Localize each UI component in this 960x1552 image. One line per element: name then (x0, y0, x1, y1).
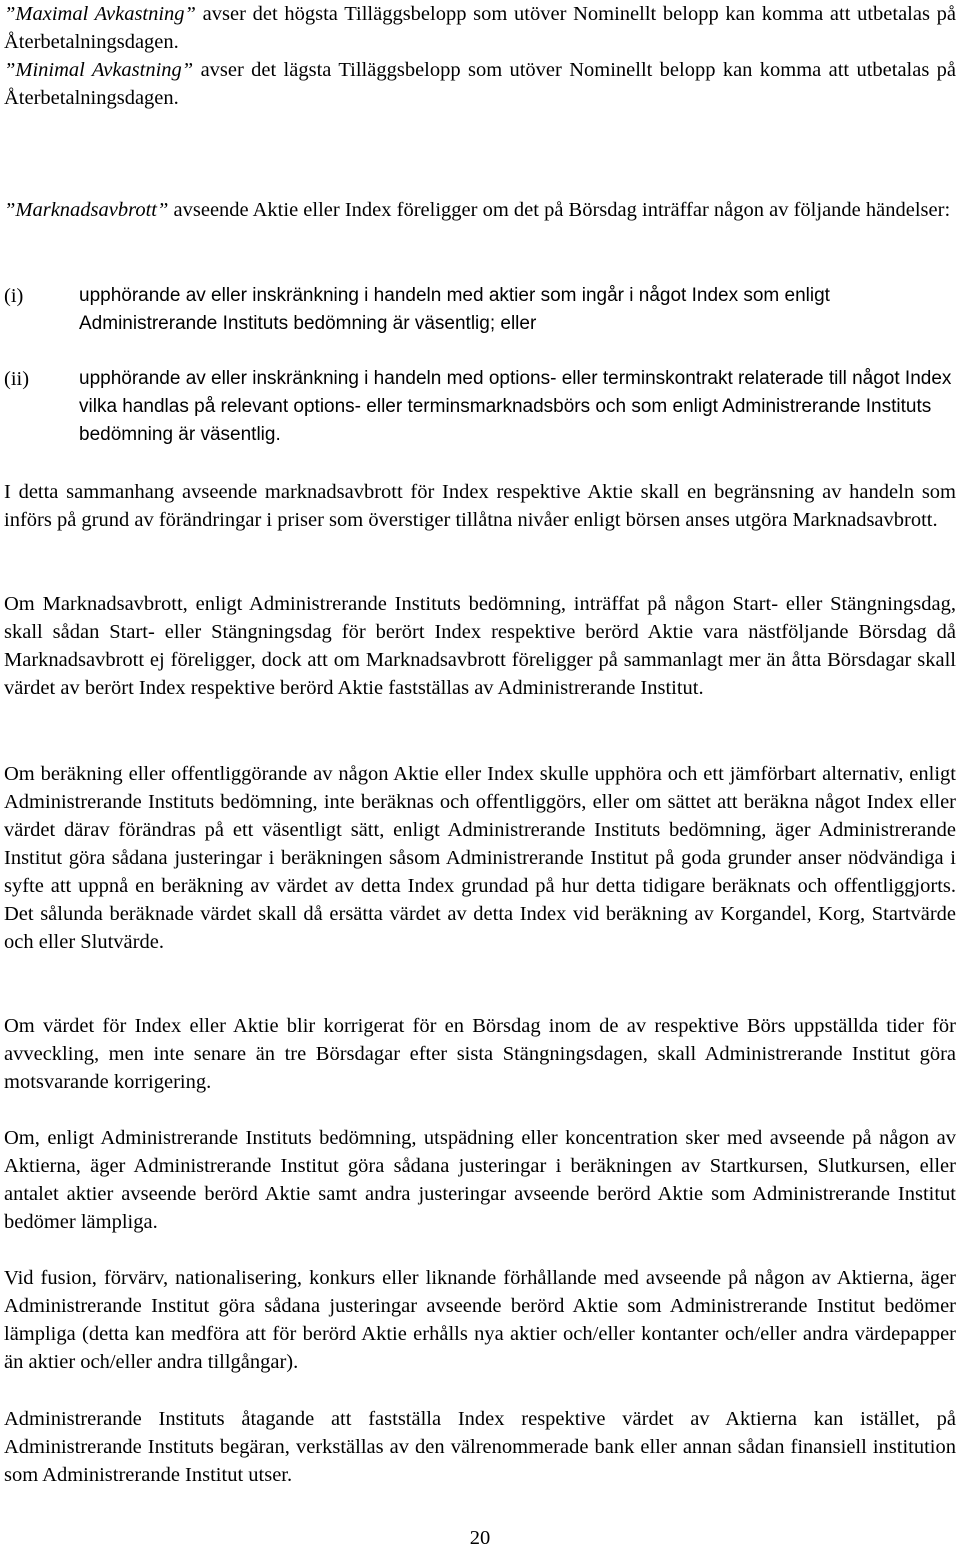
defined-term: ”Marknadsavbrott” (4, 199, 169, 221)
definition-minimal-avkastning (4, 56, 956, 112)
body-paragraph: Administrerande Instituts åtagande att fastställa Index respektive värdet av Aktierna kan istället, på Administrerande Instituts begäran, verkställas av den välrenommerade bank eller annan sådan finansiell institution som Administrerande Institut utser. (4, 1408, 956, 1486)
list-item-text: upphörande av eller inskränkning i handeln med options- eller terminskontrakt relaterade till något Index vilka handlas på relevant options- eller terminsmarknadsbörs och som enligt Administrerande Instituts bedömning är väsentlig. (79, 368, 952, 445)
definition-maximal-avkastning (4, 0, 956, 56)
definition-text: avser det lägsta Tilläggsbelopp som utöver Nominellt belopp kan komma att utbetalas på Återbetalningsdagen. (4, 59, 957, 109)
list-item-number: (i) (4, 285, 24, 307)
body-paragraph: I detta sammanhang avseende marknadsavbrott för Index respektive Aktie skall en begränsning av handeln som införs på grund av förändringar i priser som överstiger tillåtna nivåer enligt börsen anses utgöra Marknadsavbrott. (4, 481, 956, 531)
list-item-number: (ii) (4, 368, 30, 390)
body-paragraph: Om Marknadsavbrott, enligt Administrerande Instituts bedömning, inträffat på någon Start- eller Stängningsdag, skall sådan Start- eller Stängningsdag för berört Index respektive berörd Aktie vara nästföljande Börsdag då Marknadsavbrott ej föreligger, dock att om Marknadsavbrott föreligger på sammanlagt mer än åtta Börsdagar skall värdet av berört Index respektive berörd Aktie fastställas av Administrerande Institut. (4, 593, 956, 699)
body-paragraph: Om, enligt Administrerande Instituts bedömning, utspädning eller koncentration sker med avseende på någon av Aktierna, äger Administrerande Institut göra sådana justeringar i beräkningen av Startkursen, Slutkursen, eller antalet aktier avseende berörd Aktie samt andra justeringar avseende berörd Aktie som Administrerande Institut bedömer lämpliga. (4, 1127, 956, 1233)
body-paragraph: Om beräkning eller offentliggörande av någon Aktie eller Index skulle upphöra och ett jämförbart alternativ, enligt Administrerande Instituts bedömning, inte beräknas och offentliggörs, eller om sättet att beräkna något Index eller värdet därav förändras på ett väsentligt sätt, enligt Administrerande Instituts bedömning, äger Administrerande Institut göra sådana justeringar i beräkningen såsom Administrerande Institut på goda grunder anser nödvändiga i syfte att uppnå en beräkning av värdet av detta Index grundad på hur detta tidigare beräknats och offentliggjorts. Det sålunda beräknade värdet skall då ersätta värdet av detta Index vid beräkning av Korgandel, Korg, Startvärde och eller Slutvärde. (4, 763, 956, 953)
list-item-text: upphörande av eller inskränkning i handeln med aktier som ingår i något Index som enligt Administrerande Instituts bedömning är väsentlig; eller (79, 285, 830, 334)
body-paragraph: Vid fusion, förvärv, nationalisering, konkurs eller liknande förhållande med avseende på någon av Aktierna, äger Administrerande Institut göra sådana justeringar avseende berörd Aktie som Administrerande Institut bedömer lämpliga (detta kan medföra att för berörd Aktie erhålls nya aktier och/eller kontanter och/eller andra värdepapper än aktier och/eller andra tillgångar). (4, 1267, 956, 1373)
defined-term: ”Minimal Avkastning” (4, 59, 194, 81)
page-number: 20 (469, 1527, 491, 1549)
definition-text: avseende Aktie eller Index föreligger om det på Börsdag inträffar någon av följande händelser: (168, 199, 951, 221)
definition-text: avser det högsta Tilläggsbelopp som utöver Nominellt belopp kan komma att utbetalas på Återbetalningsdagen. (4, 3, 957, 53)
body-paragraph: Om värdet för Index eller Aktie blir korrigerat för en Börsdag inom de av respektive Börs uppställda tider för avveckling, men inte senare än tre Börsdagar efter sista Stängningsdagen, skall Administrerande Institut göra motsvarande korrigering. (4, 1015, 956, 1093)
definition-marknadsavbrott (4, 196, 956, 224)
defined-term: ”Maximal Avkastning” (4, 3, 196, 25)
